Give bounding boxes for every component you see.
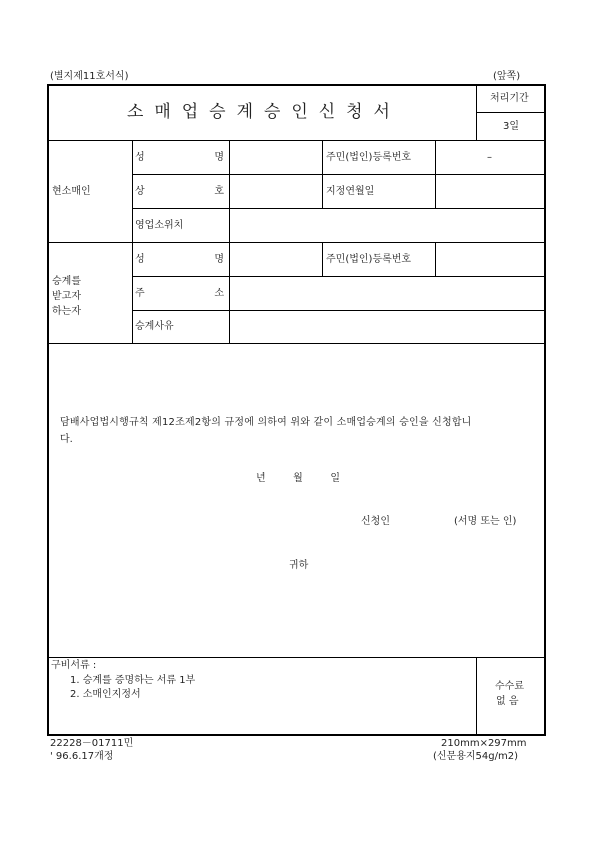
title-char: 계: [236, 102, 253, 122]
row-divider: [132, 276, 546, 277]
form-number: (별지제11호서식): [50, 71, 129, 82]
title-char: 인: [291, 102, 308, 122]
field-column-line: [229, 140, 230, 343]
succession-reason-label: 승계사유: [135, 321, 174, 332]
designation-date-label: 지정연월일: [326, 186, 375, 197]
business-location-field[interactable]: [231, 210, 543, 240]
successor-reg-number-field[interactable]: [437, 244, 543, 274]
name-label: 성 명: [135, 152, 224, 163]
form-code: 22228－01711민: [50, 738, 134, 749]
trade-name-label: 상 호: [135, 186, 224, 197]
title-char: 소: [127, 102, 144, 122]
successor-label: 승계를 받고자 하는자: [52, 276, 81, 317]
reg-column-line: [322, 140, 323, 208]
section-divider: [47, 343, 546, 344]
fee-column-line: [476, 657, 477, 736]
paper-size: 210mm×297mm: [441, 738, 527, 749]
application-date: 년 월 일: [256, 473, 340, 484]
fee-label: 수수료: [495, 681, 524, 692]
paper-type: (신문용지54g/m2): [433, 751, 518, 762]
title-char: 승: [263, 102, 281, 122]
section-divider: [47, 657, 546, 658]
page-side: (앞쪽): [493, 71, 521, 82]
title-char: 청: [346, 102, 363, 122]
applicant-label: 신청인: [361, 516, 390, 527]
addressee: 귀하: [289, 560, 309, 571]
row-divider: [132, 310, 546, 311]
form-title: [127, 104, 390, 121]
title-char: 서: [373, 102, 390, 122]
succession-reason-field[interactable]: [231, 312, 543, 341]
row-divider: [132, 208, 546, 209]
statement-text: 담배사업법시행규칙 제12조제2항의 규정에 의하여 위와 같이 소매업승계의 승인을 신청합니: [60, 417, 472, 428]
business-location-label: 영업소위치: [135, 220, 184, 231]
row-divider: [132, 174, 546, 175]
title-char: 업: [181, 102, 199, 122]
section-divider: [47, 242, 546, 243]
reg-value-column-line: [435, 140, 436, 208]
processing-label: 처리기간: [490, 93, 529, 104]
successor-reg-number-label: 주민(법인)등록번호: [326, 254, 412, 265]
title-char: 승: [209, 102, 226, 122]
reg-column-line: [322, 242, 323, 276]
signature-note: (서명 또는 인): [454, 516, 517, 527]
statement-text-cont: 다.: [60, 434, 73, 445]
name-field[interactable]: [231, 142, 320, 172]
current-retailer-label: 현소매인: [52, 186, 91, 197]
label-column-line: [132, 140, 133, 343]
designation-date-field[interactable]: [437, 176, 543, 206]
trade-name-field[interactable]: [231, 176, 320, 206]
required-documents-header: 구비서류 :: [51, 660, 97, 671]
fee-value: 없 음: [496, 696, 519, 707]
successor-name-label: 성 명: [135, 254, 224, 265]
address-label: 주 소: [135, 288, 224, 299]
reg-number-value[interactable]: –: [487, 152, 492, 163]
reg-number-label: 주민(법인)등록번호: [326, 152, 412, 163]
address-field[interactable]: [231, 278, 543, 308]
processing-column-line: [476, 84, 477, 140]
title-char: 매: [154, 102, 171, 122]
processing-value: 3일: [503, 121, 520, 132]
title-char: 신: [318, 102, 336, 122]
document-item: 2. 소매인지정서: [70, 689, 141, 700]
document-item: 1. 승계를 증명하는 서류 1부: [70, 675, 196, 686]
title-divider: [47, 140, 546, 141]
processing-divider: [476, 112, 546, 113]
reg-value-column-line: [435, 242, 436, 276]
revision-date: ' 96.6.17개정: [50, 751, 114, 762]
successor-name-field[interactable]: [231, 244, 320, 274]
